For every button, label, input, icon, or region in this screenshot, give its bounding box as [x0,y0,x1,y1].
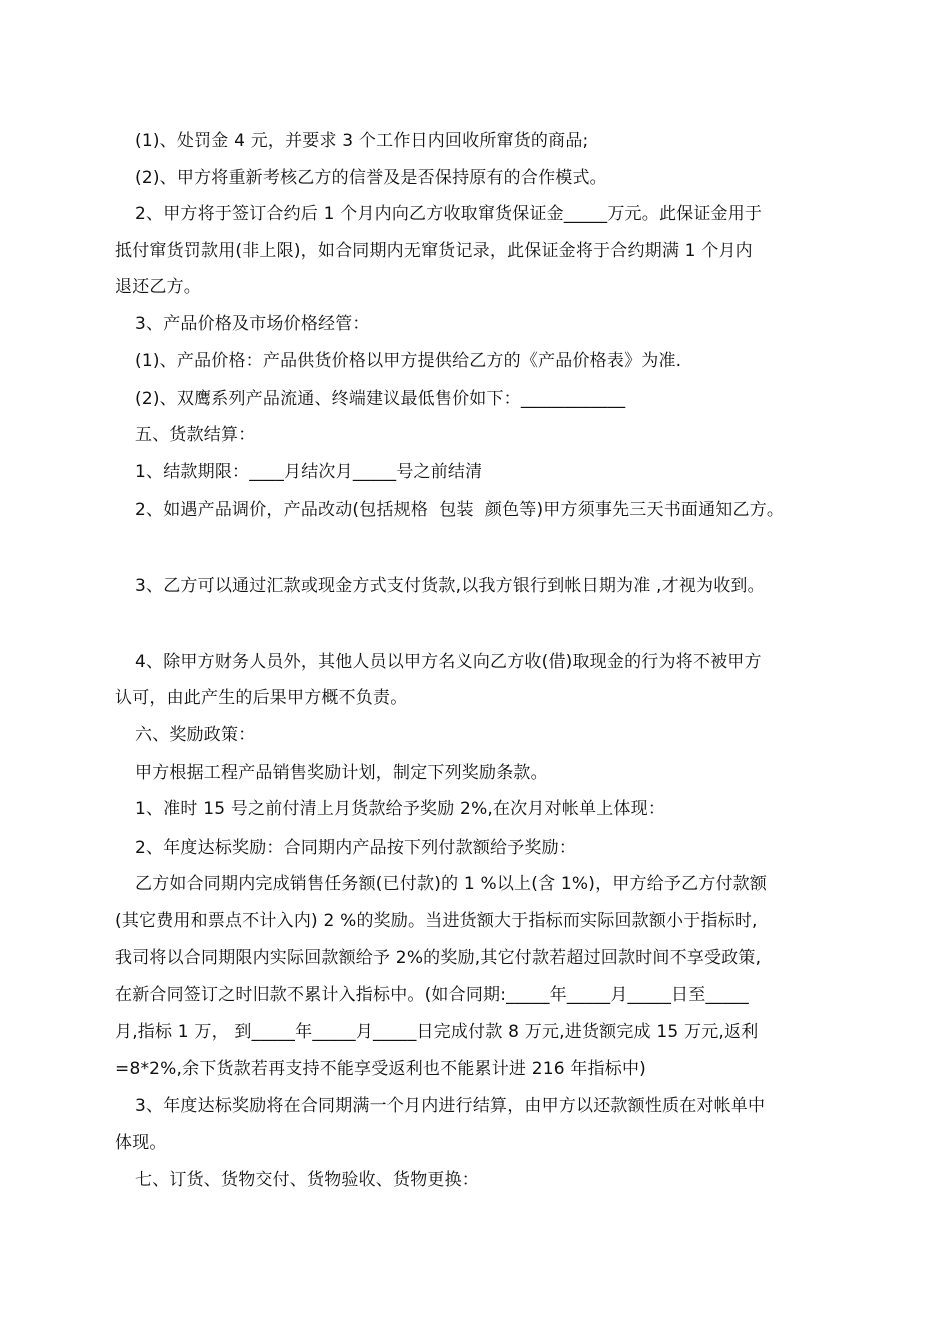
text-line: 退还乙方。 [115,277,201,297]
text-line: 五、货款结算： [135,425,256,445]
text-line: 1、准时 15 号之前付清上月货款给予奖励 2%,在次月对帐单上体现： [135,799,666,819]
text-line: (其它费用和票点不计入内) 2 %的奖励。当进货额大于指标而实际回款额小于指标时, [115,911,758,931]
text-line: 七、订货、货物交付、货物验收、货物更换： [135,1170,479,1190]
text-line: 体现。 [115,1133,167,1153]
text-line: 3、产品价格及市场价格经管： [135,314,370,334]
text-line: 4、除甲方财务人员外，其他人员以甲方名义向乙方收(借)取现金的行为将不被甲方 [135,652,762,672]
text-line: (2)、双鹰系列产品流通、终端建议最低售价如下：____________ [135,389,626,409]
text-line: 3、乙方可以通过汇款或现金方式支付货款,以我方银行到帐日期为准 ,才视为收到。 [135,576,765,596]
text-line: 乙方如合同期内完成销售任务额(已付款)的 1 %以上(含 1%)，甲方给予乙方付款额 [135,874,768,894]
text-line: 认可，由此产生的后果甲方概不负责。 [115,688,408,708]
text-line: 抵付窜货罚款用(非上限)，如合同期内无窜货记录，此保证金将于合约期满 1 个月内 [115,241,753,261]
text-line: 2、如遇产品调价，产品改动(包括规格 包装 颜色等)甲方须事先三天书面通知乙方。 [135,500,785,520]
text-line: 2、年度达标奖励：合同期内产品按下列付款额给予奖励： [135,838,577,858]
text-line: 甲方根据工程产品销售奖励计划，制定下列奖励条款。 [135,763,548,783]
text-line: 六、奖励政策： [135,725,256,745]
text-line: 1、结款期限：____月结次月_____号之前结清 [135,462,483,482]
text-line: =8*2%,余下货款若再支持不能享受返利也不能累计进 216 年指标中) [115,1059,647,1079]
text-line: (2)、甲方将重新考核乙方的信誉及是否保持原有的合作模式。 [135,168,607,188]
text-line: (1)、处罚金 4 元，并要求 3 个工作日内回收所窜货的商品; [135,131,589,151]
text-line: 在新合同签订之时旧款不累计入指标中。(如合同期:_____年_____月_____日至_____ [115,985,749,1005]
text-line: 3、年度达标奖励将在合同期满一个月内进行结算，由甲方以还款额性质在对帐单中 [135,1096,766,1116]
text-line: (1)、产品价格：产品供货价格以甲方提供给乙方的《产品价格表》为准. [135,351,682,371]
text-line: 月,指标 1 万， 到_____年_____月_____日完成付款 8 万元,进货额完成 15 万元,返利 [115,1022,759,1042]
text-line: 我司将以合同期限内实际回款额给予 2%的奖励,其它付款若超过回款时间不享受政策, [115,948,762,968]
text-line: 2、甲方将于签订合约后 1 个月内向乙方收取窜货保证金_____万元。此保证金用于 [135,204,763,224]
